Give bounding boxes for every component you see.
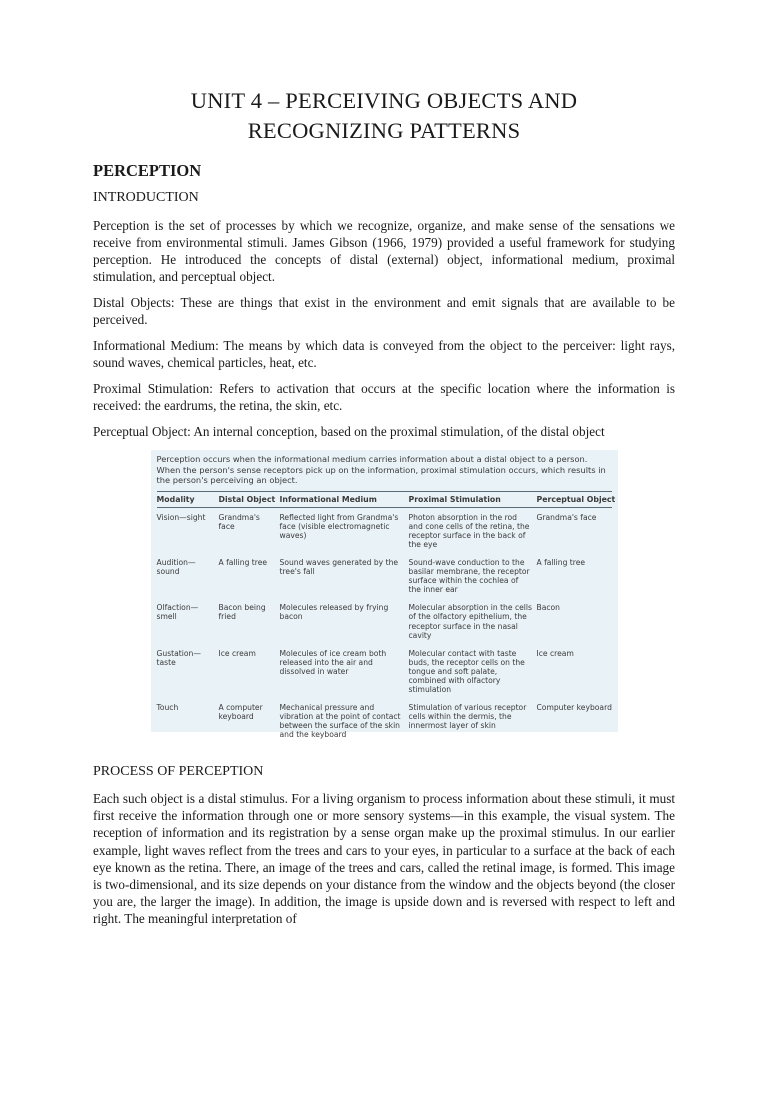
table-row (157, 698, 612, 743)
table-cell: Grandma's face (218, 512, 260, 531)
table-cell: Bacon being fried (218, 603, 266, 622)
paragraph-proximal-stimulation: Proximal Stimulation: Refers to activation that occurs at the specific location where the information is received: the eardrums, the retina, the skin, etc. (93, 381, 675, 413)
table-cell: Molecules released by frying bacon (279, 603, 389, 622)
table-cell: Grandma's face (536, 512, 597, 522)
table-cell: Mechanical pressure and vibration at the point of contact between the surface of the skin and the keyboard (279, 703, 401, 740)
table-cell: Touch (156, 703, 179, 713)
table-cell: A computer keyboard (218, 703, 263, 722)
paragraph-perceptual-object: Perceptual Object: An internal conception, based on the proximal stimulation, of the distal object (93, 424, 605, 439)
title-line-2: RECOGNIZING PATTERNS (247, 118, 521, 143)
table-cell: Photon absorption in the rod and cone cells of the retina, the receptor surface in the back of the eye (408, 512, 530, 549)
table-row (157, 507, 612, 553)
table-cell: Olfaction—smell (156, 603, 199, 622)
modality-table (156, 491, 616, 744)
table-cell: Bacon (536, 603, 560, 613)
column-header: Perceptual Object (537, 491, 612, 507)
perception-figure (151, 450, 618, 740)
figure-caption: Perception occurs when the informational medium carries information about a distal object to a person. When the person's sense receptors pick up on the information, proximal stimulation occurs, which results in the person's perceiving an object. (156, 454, 606, 485)
table-cell: Stimulation of various receptor cells within the dermis, the innermost layer of skin (408, 703, 527, 731)
column-header: Modality (157, 491, 219, 507)
table-cell: Computer keyboard (536, 703, 612, 713)
table-cell: Sound-wave conduction to the basilar membrane, the receptor surface within the cochlea of the inner ear (408, 557, 530, 595)
table-cell: Reflected light from Grandma's face (visible electromagnetic waves) (279, 512, 399, 540)
paragraph-process-of-perception: Each such object is a distal stimulus. For a living organism to process information about these stimuli, it must first receive the information through one or more sensory systems—in this example, the visual system. The reception of information and its registration by a sense organ make up the proximal stimulus. In our earlier example, light waves reflect from the trees and cars to your eyes, in particular to a surface at the back of each eye known as the retina. There, an image of the trees and cars, called the retinal image, is formed. This image is two-dimensional, and its size depends on your distance from the window and the objects beyond (the closer you are, the larger the image). In addition, the image is upside down and is reversed with respect to left and right. The meaningful interpretation of (93, 791, 675, 927)
table-cell: Audition—sound (156, 557, 196, 577)
table-cell: Molecules of ice cream both released into the air and dissolved in water (279, 648, 387, 676)
table-header-row (157, 491, 612, 507)
table-row (157, 598, 612, 643)
table-cell: Ice cream (218, 648, 256, 658)
table-cell: Sound waves generated by the tree's fall (279, 557, 399, 577)
title-line-1: UNIT 4 – PERCEIVING OBJECTS AND (190, 88, 578, 113)
table-cell: A falling tree (536, 557, 586, 567)
table-cell: Ice cream (536, 648, 574, 658)
document-page (0, 86, 768, 1110)
column-header: Proximal Stimulation (409, 491, 537, 507)
subsection-heading: INTRODUCTION (93, 190, 199, 205)
section-heading: PERCEPTION (93, 161, 202, 180)
table-row (157, 553, 612, 598)
table-row (157, 644, 612, 698)
table-cell: Gustation—taste (156, 648, 201, 667)
table-cell: Molecular absorption in the cells of the olfactory epithelium, the receptor surface in the nasal cavity (408, 603, 532, 640)
paragraph-distal-objects: Distal Objects: These are things that exist in the environment and emit signals that are available to be perceived. (93, 295, 675, 327)
paragraph-informational-medium: Informational Medium: The means by which data is conveyed from the object to the perceiver: light rays, sound waves, chemical particles, heat, etc. (93, 338, 675, 370)
table-cell: Molecular contact with taste buds, the receptor cells on the tongue and soft palate, combined with olfactory stimulation (408, 648, 525, 695)
table-cell: Vision—sight (156, 512, 206, 522)
table-cell: A falling tree (218, 557, 268, 567)
column-header: Informational Medium (280, 491, 409, 507)
process-heading: PROCESS OF PERCEPTION (93, 764, 264, 779)
column-header: Distal Object (219, 491, 280, 507)
paragraph-perception-definition: Perception is the set of processes by which we recognize, organize, and make sense of the sensations we receive from environmental stimuli. James Gibson (1966, 1979) provided a useful framework for studying perception. He introduced the concepts of distal (external) object, informational medium, proximal stimulation, and perceptual object. (93, 218, 675, 284)
page-title (93, 86, 675, 146)
